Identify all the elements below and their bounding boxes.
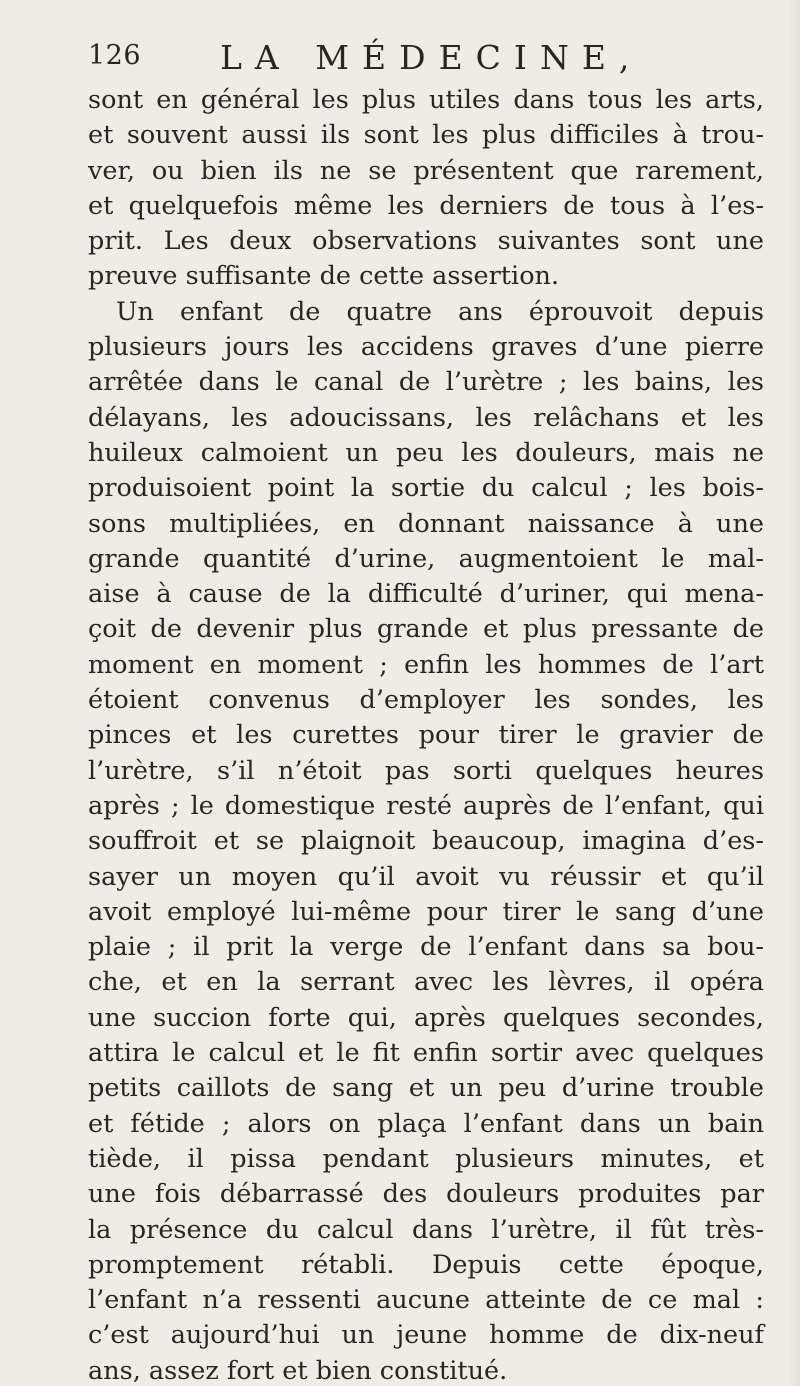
- text-line: c’est aujourd’hui un jeune homme de dix-neuf: [88, 1320, 764, 1351]
- page-edge-shadow: [788, 0, 800, 1386]
- text-line: preuve suffisante de cette assertion.: [88, 261, 560, 292]
- text-line: et quelquefois même les derniers de tous à l’es-: [88, 190, 764, 221]
- text-line: étoient convenus d’employer les sondes, les: [88, 685, 764, 716]
- text-line: souffroit et se plaignoit beaucoup, imagina d’es-: [88, 826, 764, 857]
- text-line: grande quantité d’urine, augmentoient le mal-: [88, 543, 764, 574]
- text-line: et fétide ; alors on plaça l’enfant dans un bain: [88, 1108, 764, 1139]
- text-line: ans, assez fort et bien constitué.: [88, 1355, 508, 1386]
- text-line: sayer un moyen qu’il avoit vu réussir et qu’il: [88, 861, 764, 892]
- running-title: LA MÉDECINE,: [220, 38, 643, 77]
- text-line: délayans, les adoucissans, les relâchans et les: [88, 402, 764, 433]
- page-number: 126: [88, 40, 142, 71]
- text-line: plusieurs jours les accidens graves d’une pierre: [88, 332, 764, 363]
- text-line: plaie ; il prit la verge de l’enfant dans sa bou-: [88, 932, 764, 963]
- text-line: l’urètre, s’il n’étoit pas sorti quelques heures: [88, 755, 764, 786]
- text-line: che, et en la serrant avec les lèvres, il opéra: [88, 967, 764, 998]
- text-line: sont en général les plus utiles dans tous les arts,: [88, 85, 764, 115]
- text-line: petits caillots de sang et un peu d’urine trouble: [88, 1073, 764, 1104]
- text-line: pinces et les curettes pour tirer le gravier de: [88, 720, 764, 751]
- text-line: avoit employé lui-même pour tirer le sang d’une: [88, 896, 764, 927]
- text-line: çoit de devenir plus grande et plus pressante de: [88, 614, 764, 645]
- text-line: sons multipliées, en donnant naissance à une: [88, 508, 764, 539]
- text-line: une succion forte qui, après quelques secondes,: [88, 1002, 764, 1033]
- text-line: huileux calmoient un peu les douleurs, mais ne: [88, 437, 764, 468]
- text-line: l’enfant n’a ressenti aucune atteinte de ce mal :: [88, 1285, 764, 1316]
- text-line: Un enfant de quatre ans éprouvoit depuis: [116, 296, 764, 327]
- text-line: une fois débarrassé des douleurs produites par: [88, 1179, 764, 1210]
- text-line: après ; le domestique resté auprès de l’enfant, qui: [88, 790, 764, 821]
- text-line: tiède, il pissa pendant plusieurs minutes, et: [88, 1143, 764, 1174]
- text-line: aise à cause de la difficulté d’uriner, qui mena-: [88, 579, 764, 610]
- text-line: prit. Les deux observations suivantes sont une: [88, 226, 764, 257]
- text-line: produisoient point la sortie du calcul ; les bois-: [88, 473, 764, 504]
- text-line: promptement rétabli. Depuis cette époque,: [88, 1249, 764, 1280]
- text-line: attira le calcul et le fit enfin sortir avec quelques: [88, 1038, 764, 1069]
- text-line: et souvent aussi ils sont les plus difficiles à trou-: [88, 120, 764, 151]
- text-line: arrêtée dans le canal de l’urètre ; les bains, les: [88, 367, 764, 398]
- text-line: ver, ou bien ils ne se présentent que rarement,: [88, 155, 764, 186]
- text-line: la présence du calcul dans l’urètre, il fût très-: [88, 1214, 764, 1245]
- text-line: moment en moment ; enfin les hommes de l’art: [88, 649, 764, 680]
- body-text: [88, 83, 764, 1386]
